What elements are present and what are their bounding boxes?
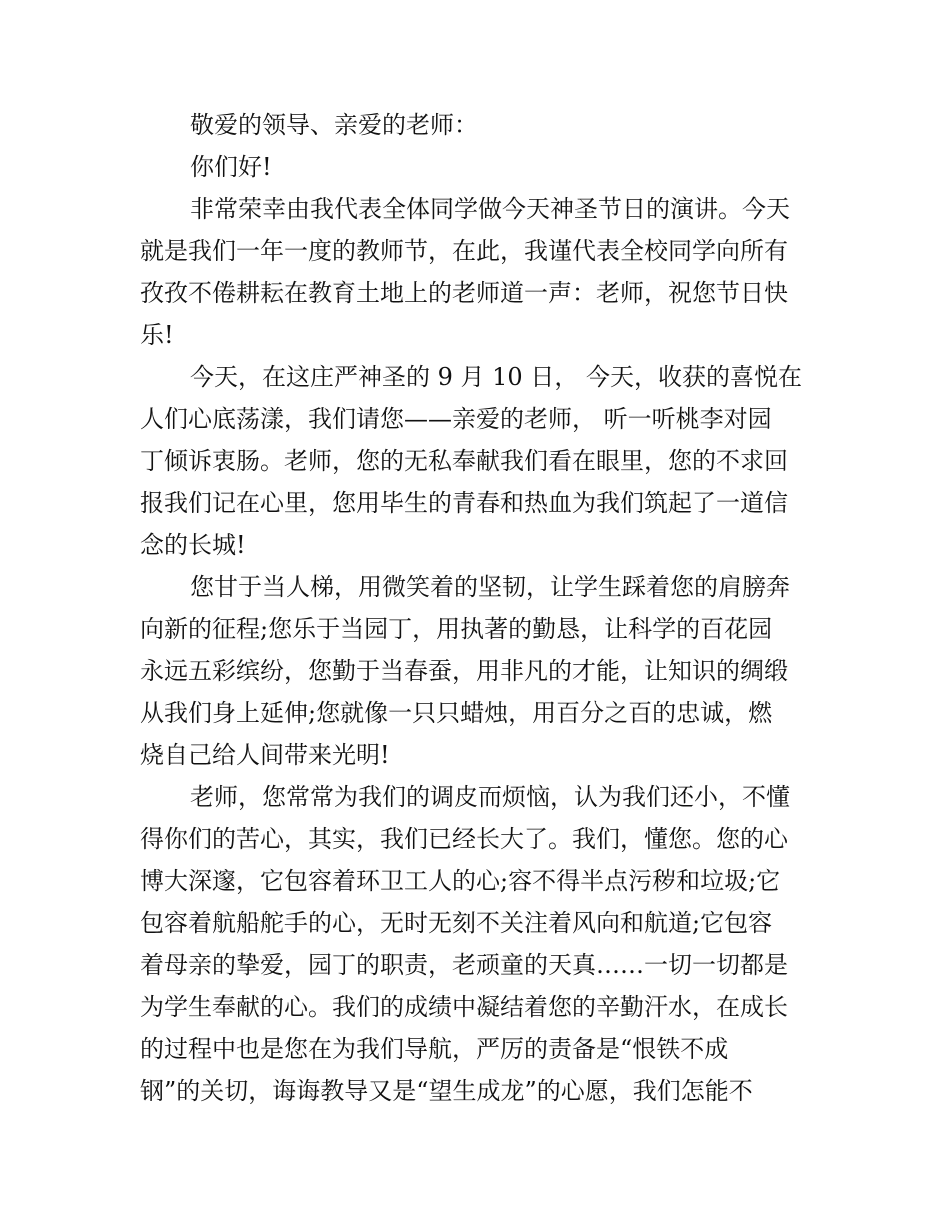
paragraph-4 <box>140 776 812 1112</box>
text-line: 从我们身上延伸;您就像一只只蜡烛，用百分之百的忠诚，燃 <box>140 699 773 727</box>
text-line: 得你们的苦心，其实，我们已经长大了。我们，懂您。您的心 <box>140 825 788 853</box>
text-line: 报我们记在心里，您用毕生的青春和热血为我们筑起了一道信 <box>140 489 788 517</box>
text-line: 着母亲的挚爱，园丁的职责，老顽童的天真……一切一切都是 <box>140 951 788 979</box>
text-line: 为学生奉献的心。我们的成绩中凝结着您的辛勤汗水，在成长 <box>140 993 788 1021</box>
text-line: 念的长城! <box>140 531 246 559</box>
paragraph-3 <box>140 566 812 776</box>
text-line: 永远五彩缤纷，您勤于当春蚕，用非凡的才能，让知识的绸缎 <box>140 657 788 685</box>
text-line: 就是我们一年一度的教师节，在此，我谨代表全校同学向所有 <box>140 237 788 265</box>
text-line: 非常荣幸由我代表全体同学做今天神圣节日的演讲。今天 <box>190 195 790 223</box>
text-line: 钢”的关切，诲诲教导又是“望生成龙”的心愿，我们怎能不 <box>140 1077 753 1105</box>
text-line: 老师，您常常为我们的调皮而烦恼，认为我们还小，不懂 <box>190 783 790 811</box>
paragraph-2 <box>140 356 812 566</box>
text-line: 今天，在这庄严神圣的 9 月 10 日， 今天，收获的喜悦在 <box>190 363 802 391</box>
text-line: 您甘于当人梯，用微笑着的坚韧，让学生踩着您的肩膀奔 <box>190 573 790 601</box>
salutation: 敬爱的领导、亲爱的老师： <box>190 111 478 139</box>
text-line: 烧自己给人间带来光明! <box>140 741 390 769</box>
text-line: 博大深邃，它包容着环卫工人的心;容不得半点污秽和垃圾;它 <box>140 867 781 895</box>
text-line: 丁倾诉衷肠。老师，您的无私奉献我们看在眼里，您的不求回 <box>140 447 788 475</box>
text-line: 人们心底荡漾，我们请您——亲爱的老师， 听一听桃李对园 <box>140 405 772 433</box>
text-line: 包容着航船舵手的心，无时无刻不关注着风向和航道;它包容 <box>140 909 773 937</box>
text-line: 乐! <box>140 321 174 349</box>
text-line: 孜孜不倦耕耘在教育土地上的老师道一声：老师，祝您节日快 <box>140 279 788 307</box>
text-line: 的过程中也是您在为我们导航，严厉的责备是“恨铁不成 <box>140 1035 729 1063</box>
greeting: 你们好! <box>190 153 272 181</box>
speech-text <box>140 104 812 1112</box>
paragraph-1 <box>140 188 812 356</box>
text-line: 向新的征程;您乐于当园丁，用执著的勤恳，让科学的百花园 <box>140 615 773 643</box>
